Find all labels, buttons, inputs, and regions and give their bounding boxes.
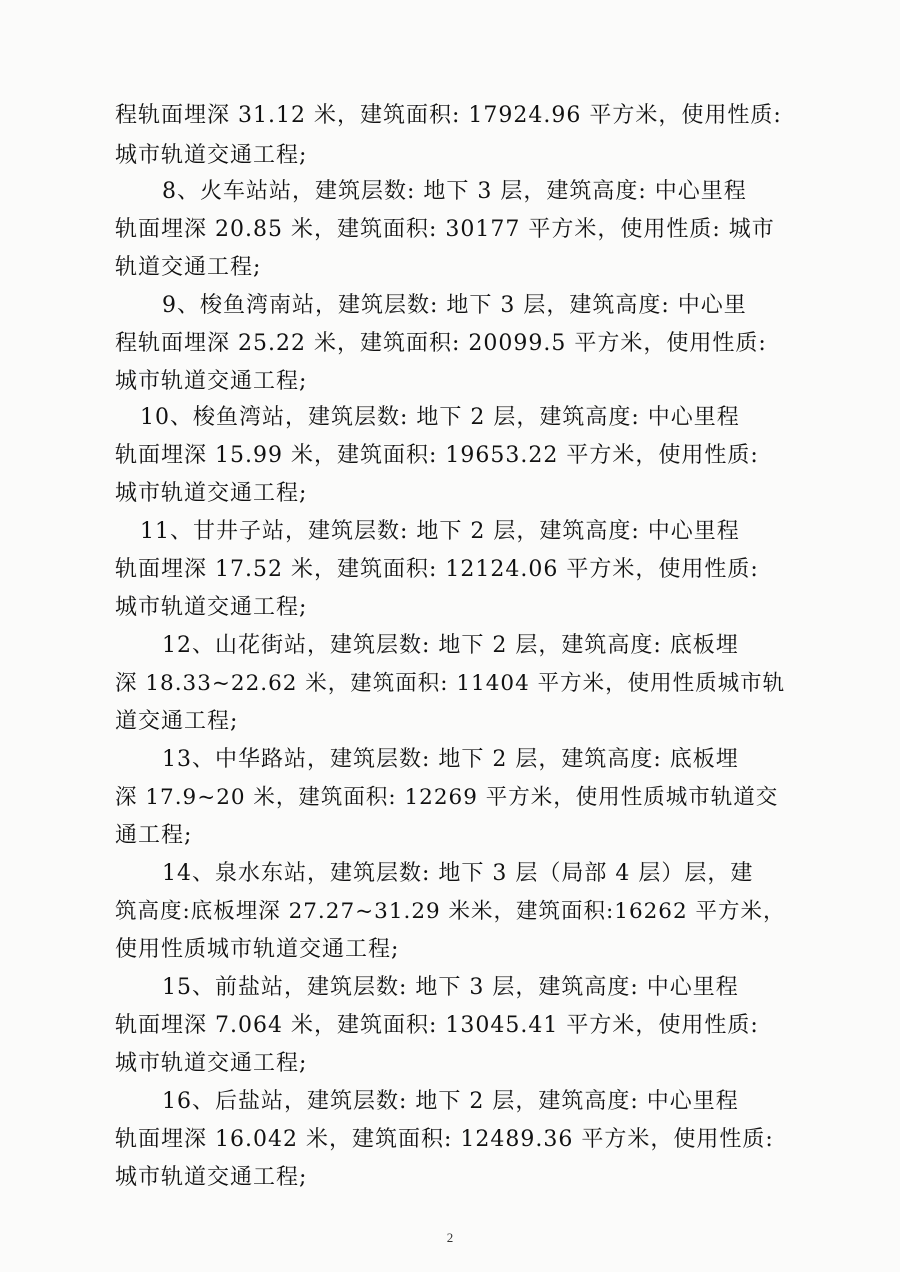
text-line: 16、后盐站，建筑层数: 地下 2 层，建筑高度: 中心里程 [162,1089,739,1114]
text-line: 城市轨道交通工程; [115,481,308,506]
page-number: 2 [446,1230,454,1245]
text-line: 15、前盐站，建筑层数: 地下 3 层，建筑高度: 中心里程 [162,975,739,1000]
text-line: 城市轨道交通工程; [115,369,308,394]
text-line: 9、梭鱼湾南站，建筑层数: 地下 3 层，建筑高度: 中心里 [162,293,747,318]
text-line: 道交通工程; [115,709,239,734]
text-line: 轨面埋深 7.064 米，建筑面积: 13045.41 平方米，使用性质: [115,1013,759,1038]
text-line: 11、甘井子站，建筑层数: 地下 2 层，建筑高度: 中心里程 [140,519,740,544]
text-line: 12、山花街站，建筑层数: 地下 2 层，建筑高度: 底板埋 [162,633,739,658]
text-line: 城市轨道交通工程; [115,1051,308,1076]
text-line: 深 18.33~22.62 米，建筑面积: 11404 平方米，使用性质城市轨 [115,671,786,696]
text-line: 轨面埋深 15.99 米，建筑面积: 19653.22 平方米，使用性质: [115,443,759,468]
text-line: 14、泉水东站，建筑层数: 地下 3 层（局部 4 层）层，建 [162,861,754,886]
text-line: 程轨面埋深 31.12 米，建筑面积: 17924.96 平方米，使用性质: [115,103,782,128]
text-line: 程轨面埋深 25.22 米，建筑面积: 20099.5 平方米，使用性质: [115,331,767,356]
text-line: 城市轨道交通工程; [115,1165,308,1190]
text-line: 8、火车站站，建筑层数: 地下 3 层，建筑高度: 中心里程 [162,179,747,204]
text-line: 城市轨道交通工程; [115,143,308,168]
text-line: 城市轨道交通工程; [115,595,308,620]
text-line: 轨面埋深 17.52 米，建筑面积: 12124.06 平方米，使用性质: [115,557,759,582]
text-line: 深 17.9~20 米，建筑面积: 12269 平方米，使用性质城市轨道交 [115,785,779,810]
text-line: 使用性质城市轨道交通工程; [115,937,400,962]
text-line: 通工程; [115,823,193,848]
text-line: 10、梭鱼湾站，建筑层数: 地下 2 层，建筑高度: 中心里程 [140,405,740,430]
text-line: 轨面埋深 20.85 米，建筑面积: 30177 平方米，使用性质: 城市 [115,217,775,242]
text-line: 筑高度:底板埋深 27.27~31.29 米米，建筑面积:16262 平方米， [115,899,786,924]
text-line: 13、中华路站，建筑层数: 地下 2 层，建筑高度: 底板埋 [162,747,739,772]
text-line: 轨面埋深 16.042 米，建筑面积: 12489.36 平方米，使用性质: [115,1127,774,1152]
text-line: 轨道交通工程; [115,255,262,280]
